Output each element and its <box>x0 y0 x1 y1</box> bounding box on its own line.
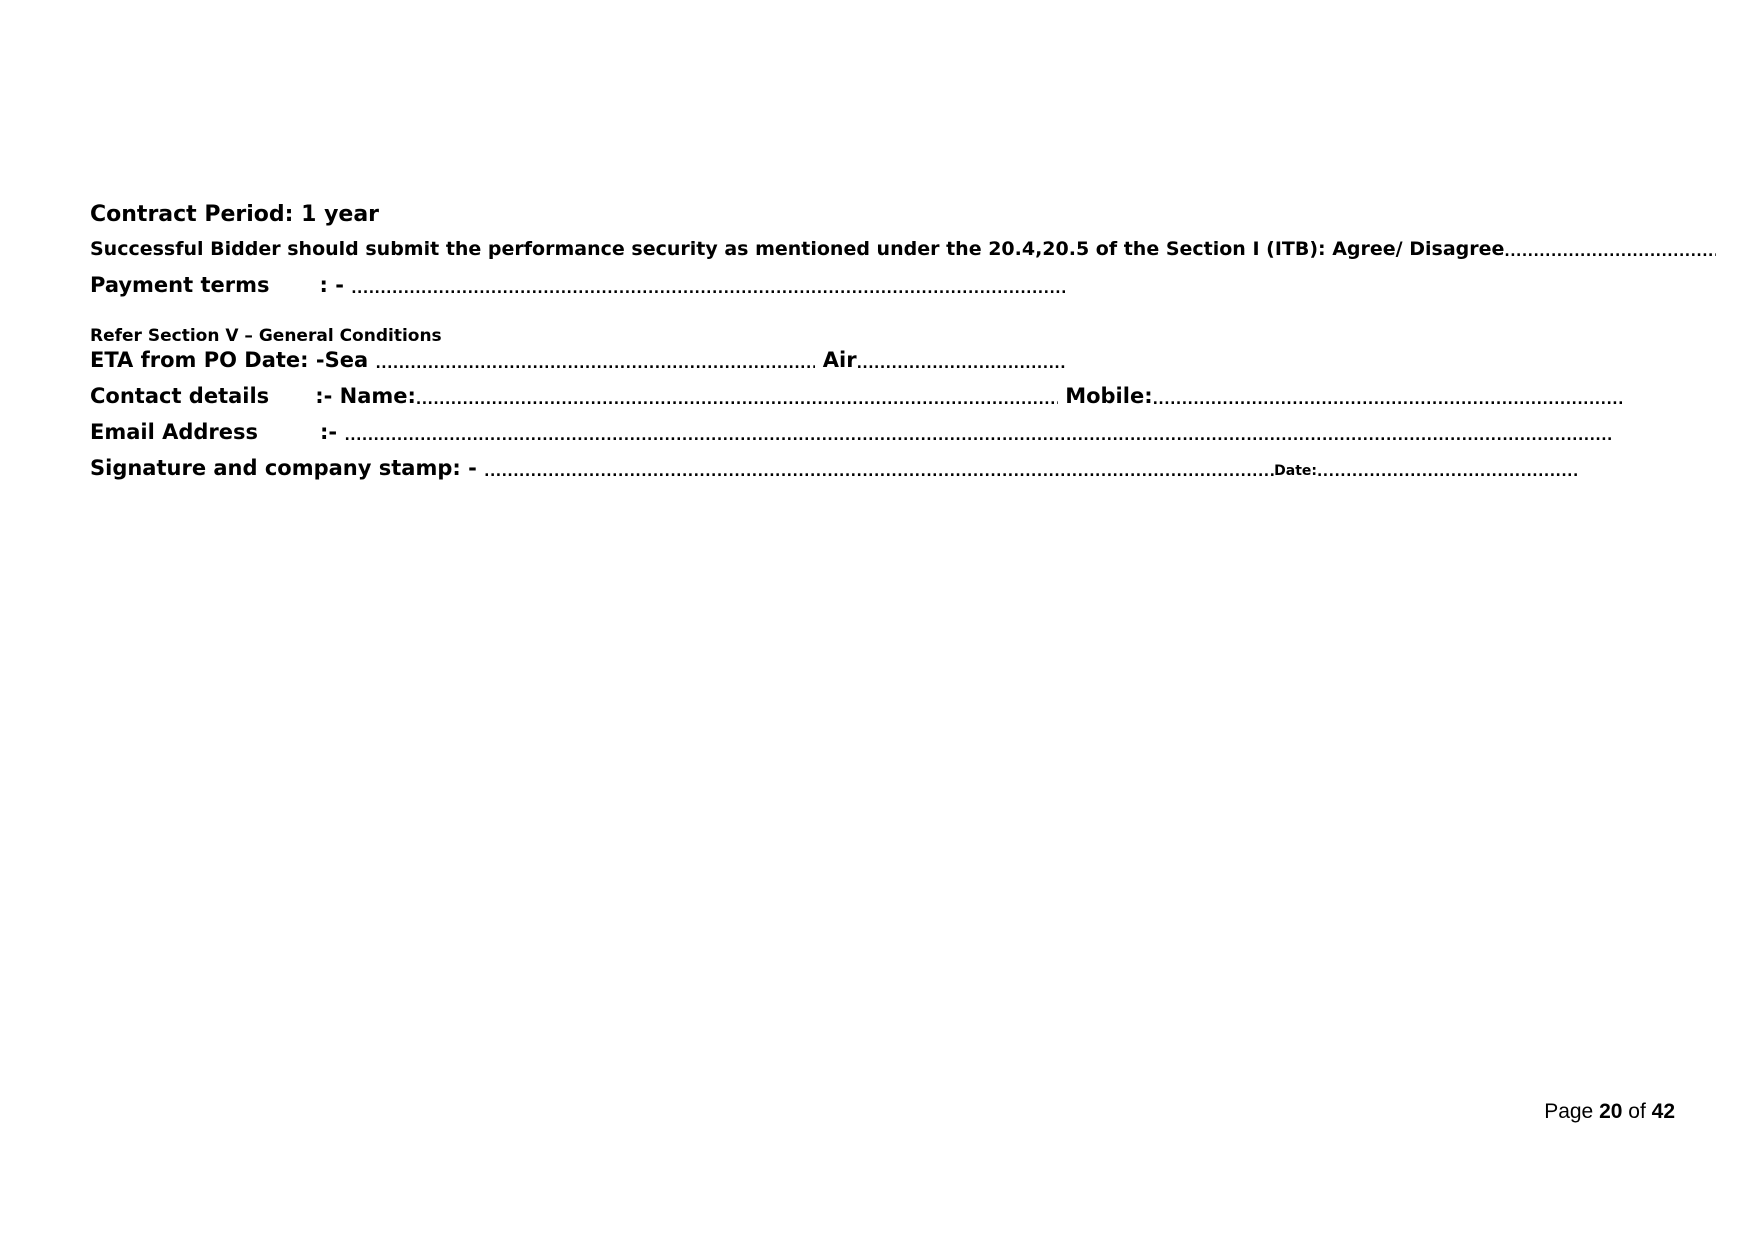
payment-terms-field[interactable] <box>351 281 1066 297</box>
page-of: of <box>1628 1100 1646 1123</box>
contract-period <box>90 202 379 227</box>
agree-disagree-field[interactable] <box>1504 244 1716 260</box>
contact-mobile-field[interactable] <box>1153 392 1623 408</box>
contact-mobile-label: Mobile: <box>1065 384 1153 408</box>
page-prefix: Page <box>1544 1100 1594 1123</box>
signature-field[interactable] <box>484 464 1274 480</box>
performance-security-text: Successful Bidder should submit the performance security as mentioned under the 20.4,20.5 of the Section I (ITB): Agree/ Disagree <box>90 238 1505 260</box>
email-address-label: Email Address <box>90 420 259 444</box>
eta-sea-field[interactable] <box>375 356 815 372</box>
email-address-field[interactable] <box>344 428 1614 444</box>
signature-line <box>90 456 1579 480</box>
refer-section-text: Refer Section V – General Conditions <box>90 326 442 346</box>
page-number <box>1544 1100 1675 1124</box>
contact-name-field[interactable] <box>416 392 1058 408</box>
performance-security-line <box>90 238 1716 260</box>
contact-details-label: Contact details <box>90 384 270 408</box>
contract-period-text: Contract Period: 1 year <box>90 202 380 227</box>
eta-label: ETA from PO Date: -Sea <box>90 348 369 372</box>
page-current: 20 <box>1599 1100 1623 1123</box>
signature-date-field[interactable] <box>1317 464 1579 480</box>
eta-air-field[interactable] <box>857 356 1067 372</box>
payment-terms-label: Payment terms <box>90 273 270 297</box>
payment-terms-line <box>90 273 1066 297</box>
contact-name-label: :- Name: <box>315 384 416 408</box>
payment-terms-separator: : - <box>319 273 344 297</box>
signature-date-label: Date: <box>1274 463 1317 479</box>
eta-air-label: Air <box>822 348 857 372</box>
signature-label: Signature and company stamp: - <box>90 456 477 480</box>
eta-line <box>90 348 1067 372</box>
page-total: 42 <box>1651 1100 1675 1123</box>
contact-details-line <box>90 384 1623 408</box>
email-address-line <box>90 420 1614 444</box>
refer-section-line <box>90 326 442 346</box>
email-address-separator: :- <box>320 420 338 444</box>
